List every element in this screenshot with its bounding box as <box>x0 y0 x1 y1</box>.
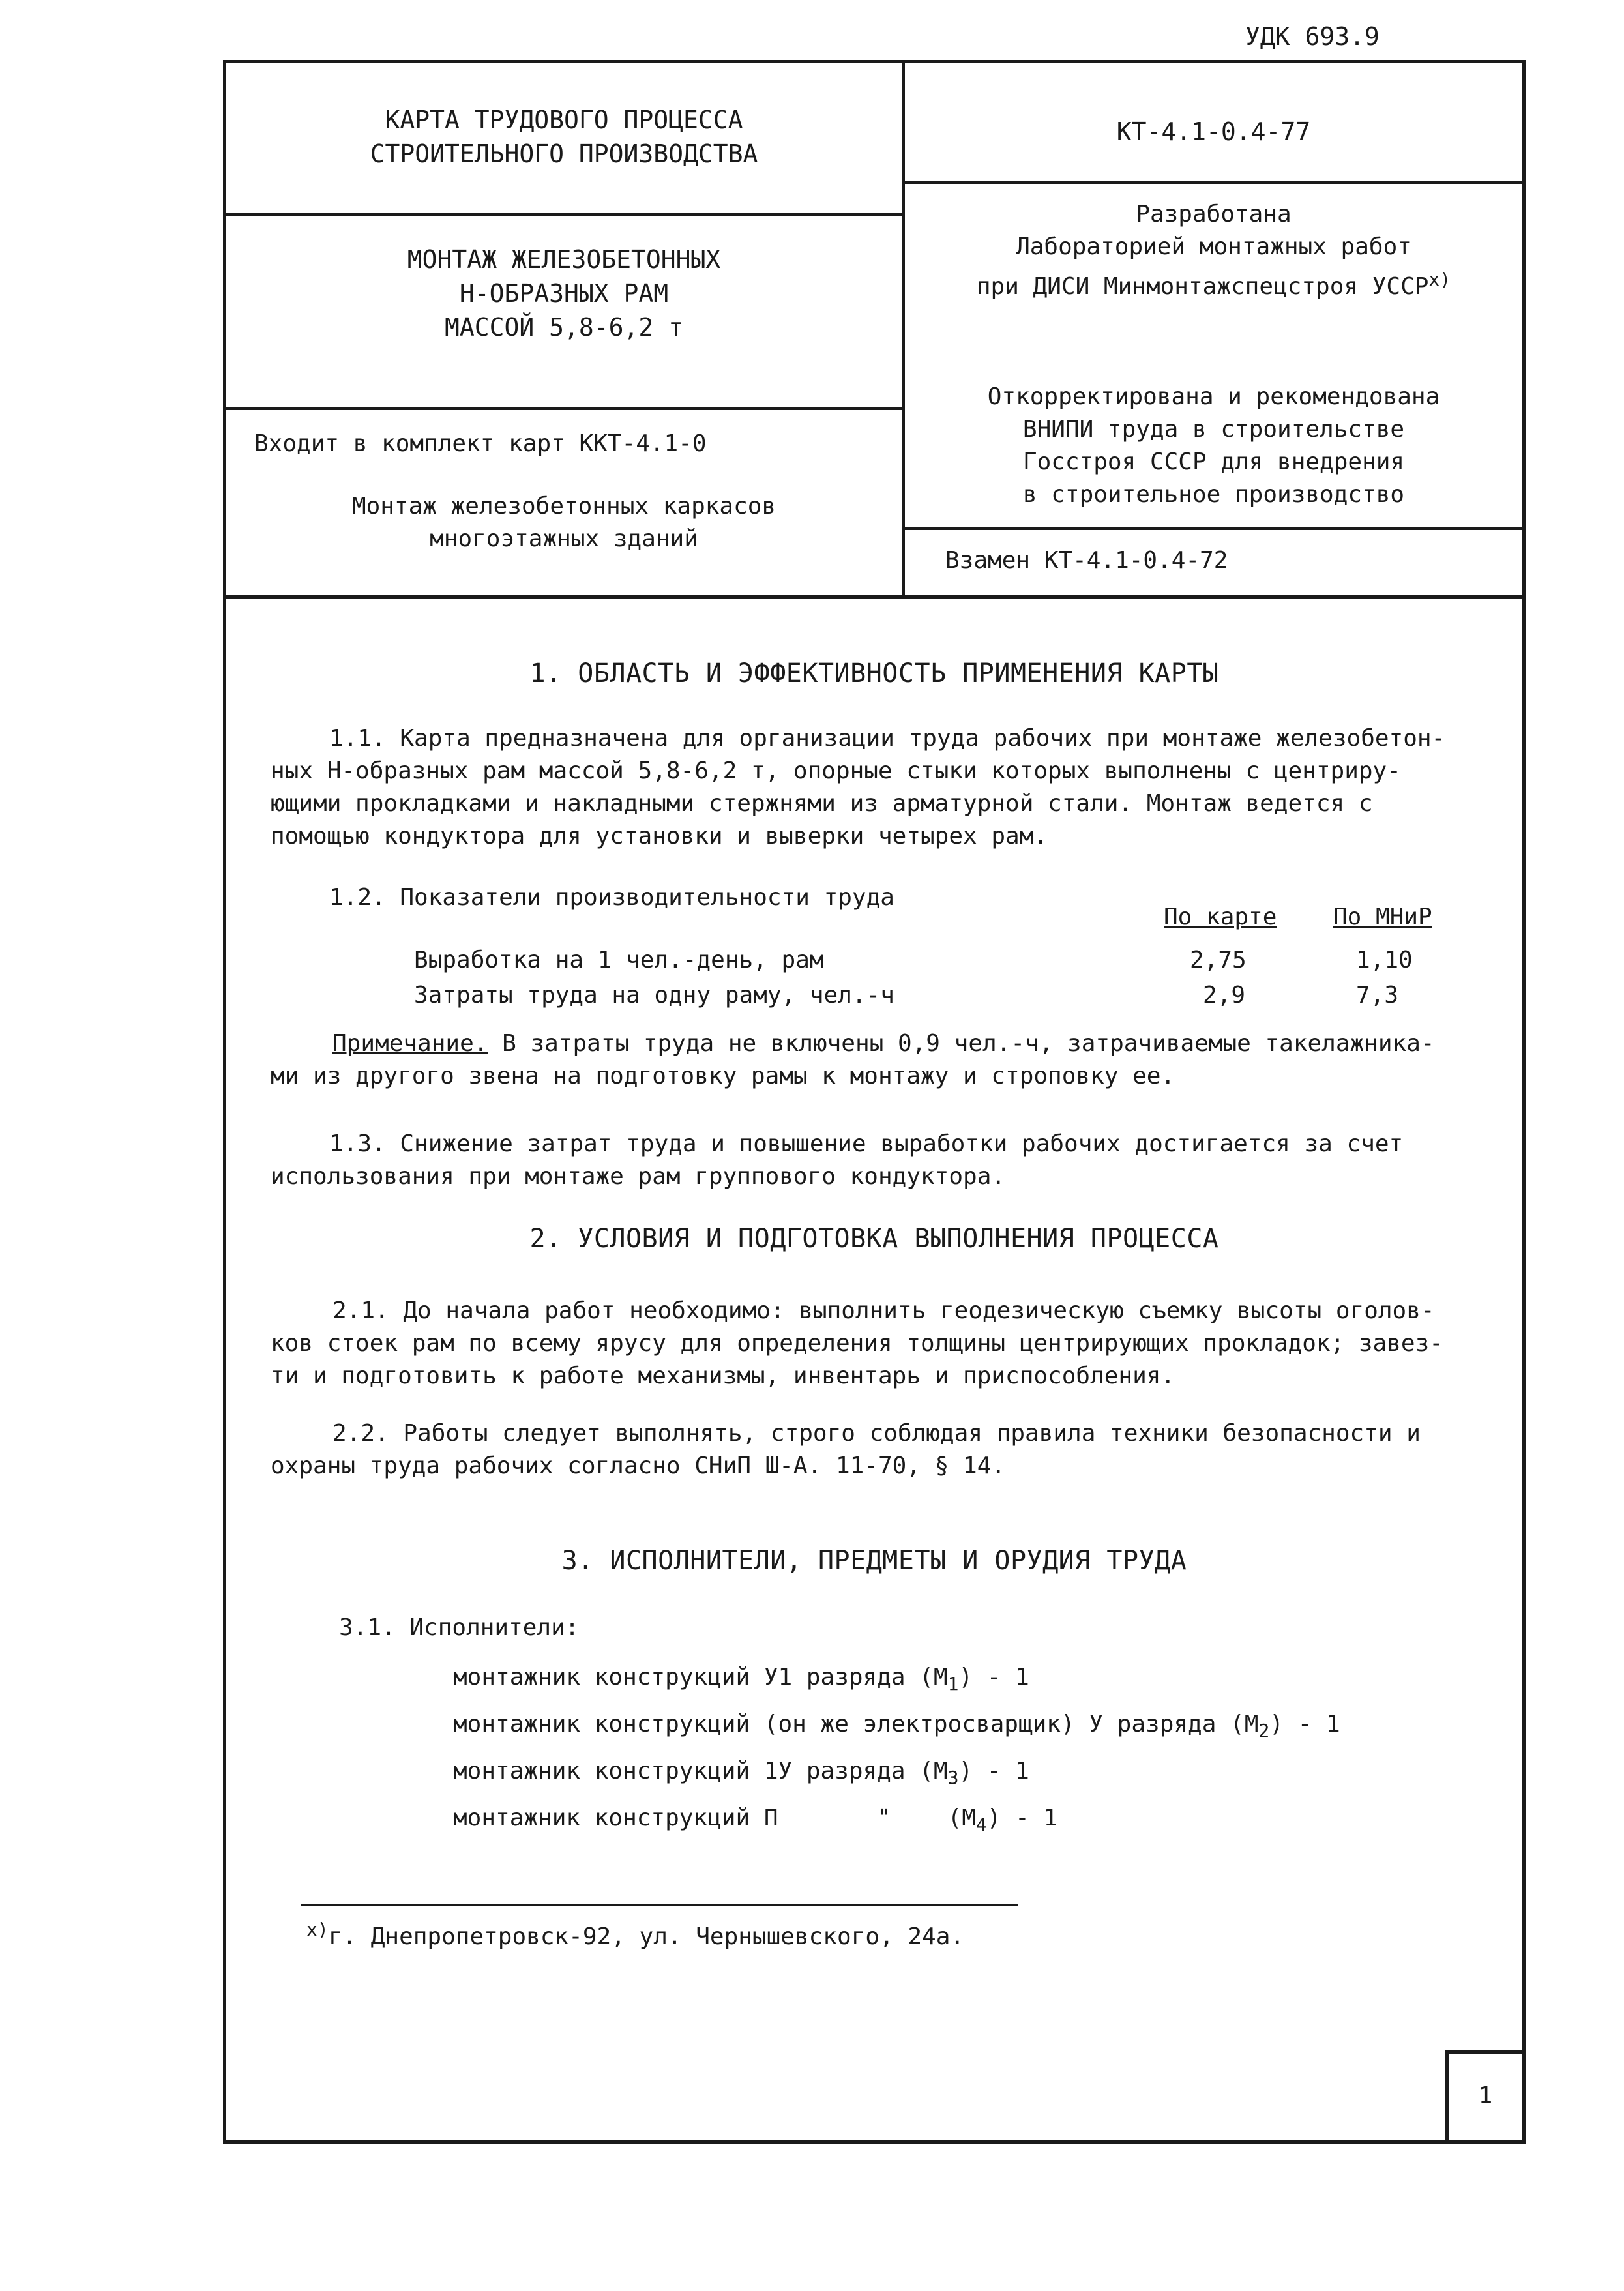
worker-item: монтажник конструкций У1 разряда $(М_1) - 1$ <box>453 1664 1029 1695</box>
section2-heading: 2. УСЛОВИЯ И ПОДГОТОВКА ВЫПОЛНЕНИЯ ПРОЦЕССА <box>529 1224 1219 1254</box>
note-label: Примечание. <box>332 1030 488 1057</box>
paragraph-1-3: 1.3. Снижение затрат труда и повышение выработки рабочих достигается за счет использования при монтаже рам группового кондуктора. <box>271 1131 1404 1190</box>
column-header-mnir: По МНиР <box>1333 904 1432 930</box>
subject-title: МОНТАЖ ЖЕЛЕЗОБЕТОННЫХ Н-ОБРАЗНЫХ РАМ МАССОЙ 5,8-6,2 т <box>407 245 721 342</box>
set-line: Входит в комплект карт ККТ-4.1-0 <box>254 430 707 457</box>
productivity-row-card: 2,75 <box>1190 947 1247 973</box>
footnote-mark: х) <box>1428 269 1451 290</box>
page-number: 1 <box>1478 2082 1493 2109</box>
paragraph-2-1: 2.1. До начала работ необходимо: выполнить геодезическую съемку высоты оголов- ков стоек рам по всему ярусу для определения толщины центрирующих прокладок; завез- ти и подготовить к работе механизмы, инвентарь и приспособления. <box>271 1297 1443 1389</box>
paragraph-1-1: 1.1. Карта предназначена для организации труда рабочих при монтаже железобетон- ных Н-образных рам массой 5,8-6,2 т, опорные стыки которых выполнены с центриру- ющими прокладками и накладными стержнями из арматурной стали. Монтаж ведется с помощью кондуктора для установки и выверки четырех рам. <box>271 725 1446 850</box>
section1-heading: 1. ОБЛАСТЬ И ЭФФЕКТИВНОСТЬ ПРИМЕНЕНИЯ КАРТЫ <box>529 658 1219 688</box>
worker-item: монтажник конструкций (он же электросварщик) У разряда $(М_2) - 1$ <box>453 1711 1340 1742</box>
note: Примечание. В затраты труда не включены 0,9 чел.-ч, затрачиваемые такелажника- ми из другого звена на подготовку рамы к монтажу и строповку ее. <box>271 1030 1435 1089</box>
footnote-mark: х) <box>306 1919 329 1940</box>
footnote: $^{х)}$г. Днепропетровск-92, ул. Чернышевского, 24а. <box>306 1919 965 1950</box>
developed-by: Разработана Лабораторией монтажных работ при ДИСИ Минмонтажспецстроя $УССР^{х)}$ <box>976 201 1451 300</box>
column-header-card: По карте <box>1164 904 1277 930</box>
section3-heading: 3. ИСПОЛНИТЕЛИ, ПРЕДМЕТЫ И ОРУДИЯ ТРУДА <box>561 1546 1187 1576</box>
card-code: КТ-4.1-0.4-77 <box>1116 117 1311 146</box>
paragraph-2-2: 2.2. Работы следует выполнять, строго соблюдая правила техники безопасности и охраны труда рабочих согласно СНиП Ш-А. 11-70, § 14. <box>271 1420 1421 1479</box>
footnote-rule <box>301 1904 1018 1906</box>
productivity-row-label: Выработка на 1 чел.-день, рам <box>414 947 824 973</box>
paragraph-3-1: 3.1. Исполнители: <box>339 1614 580 1641</box>
labor-row-label: Затраты труда на одну раму, чел.-ч <box>414 982 894 1009</box>
worker-item: монтажник конструкций П " $(М_4) - 1$ <box>453 1805 1058 1836</box>
labor-row-mnir: 7,3 <box>1356 982 1399 1009</box>
udk-code: УДК 693.9 <box>1245 22 1380 51</box>
productivity-row-mnir: 1,10 <box>1356 947 1413 973</box>
paragraph-1-2-title: 1.2. Показатели производительности труда <box>329 884 894 911</box>
set-description: Монтаж железобетонных каркасов многоэтажных зданий <box>351 493 776 552</box>
worker-item: монтажник конструкций 1У разряда $(М_3) - 1$ <box>453 1758 1029 1789</box>
card-title: КАРТА ТРУДОВОГО ПРОЦЕССА СТРОИТЕЛЬНОГО ПРОИЗВОДСТВА <box>370 106 758 168</box>
labor-row-card: 2,9 <box>1203 982 1246 1009</box>
corrected-by: Откорректирована и рекомендована ВНИПИ труда в строительстве Госстроя СССР для внедрения в строительное производство <box>987 383 1440 508</box>
workers-list <box>453 1661 1496 1849</box>
replaces-card: Взамен КТ-4.1-0.4-72 <box>945 547 1228 574</box>
